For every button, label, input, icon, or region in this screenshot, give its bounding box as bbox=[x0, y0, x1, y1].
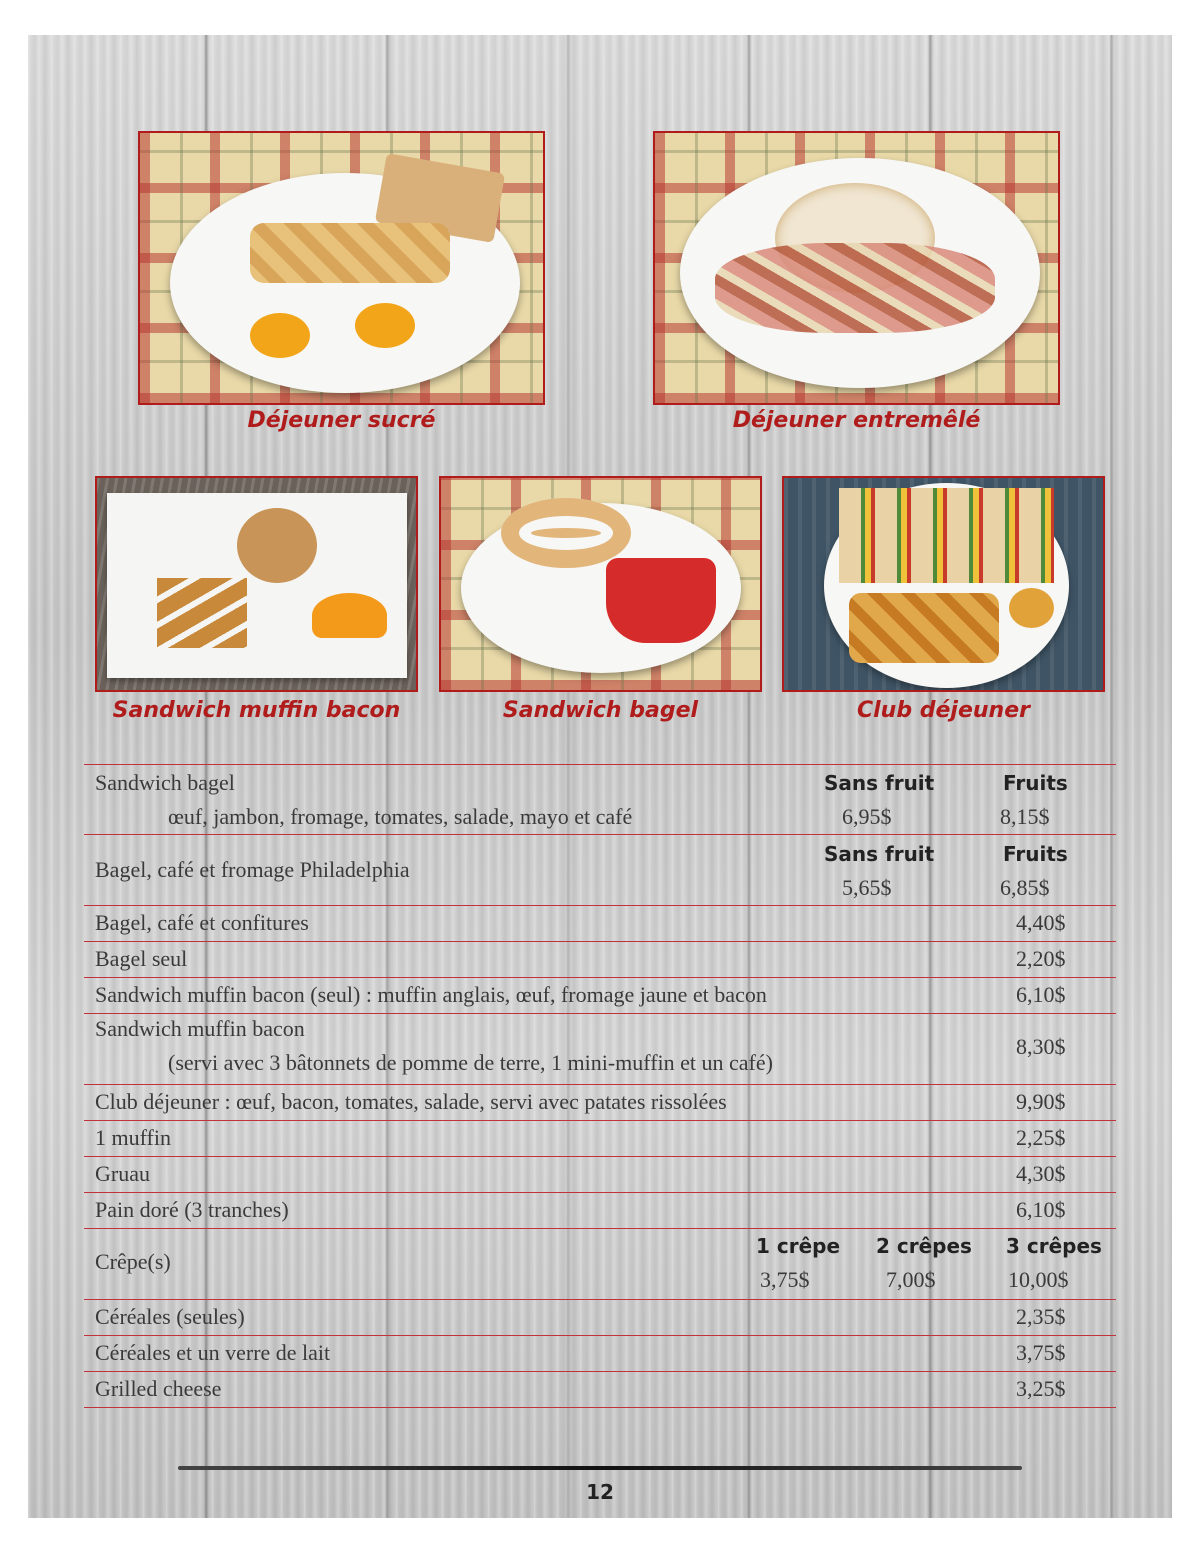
page-number: 12 bbox=[586, 1480, 614, 1504]
column-label: Fruits bbox=[1003, 842, 1068, 866]
item-price: 3,25$ bbox=[1016, 1376, 1066, 1401]
egg-yolk-icon bbox=[355, 303, 415, 348]
item-name: Sandwich muffin bacon (seul) : muffin anglais, œuf, fromage jaune et bacon bbox=[95, 982, 767, 1007]
photo-caption: Déjeuner entremêlé bbox=[732, 408, 981, 433]
potatoes-icon bbox=[250, 223, 450, 283]
menu-row bbox=[84, 978, 1116, 1014]
item-price: 8,15$ bbox=[1000, 804, 1050, 829]
column-label: 3 crêpes bbox=[1006, 1234, 1102, 1258]
column-label: 2 crêpes bbox=[876, 1234, 972, 1258]
photo-caption: Sandwich bagel bbox=[502, 698, 699, 723]
mixed-breakfast-photo bbox=[653, 131, 1060, 405]
item-name: 1 muffin bbox=[95, 1125, 171, 1150]
column-label: Sans fruit bbox=[824, 771, 935, 795]
item-name: Gruau bbox=[95, 1161, 150, 1186]
item-price: 2,20$ bbox=[1016, 946, 1066, 971]
item-name: Grilled cheese bbox=[95, 1376, 222, 1401]
item-price: 6,85$ bbox=[1000, 875, 1050, 900]
menu-row bbox=[84, 1085, 1116, 1121]
ham-icon bbox=[715, 243, 995, 333]
item-name: Club déjeuner : œuf, bacon, tomates, salade, servi avec patates rissolées bbox=[95, 1089, 727, 1114]
item-price: 4,40$ bbox=[1016, 910, 1066, 935]
item-price: 10,00$ bbox=[1008, 1267, 1069, 1292]
item-price: 9,90$ bbox=[1016, 1089, 1066, 1114]
item-price: 2,25$ bbox=[1016, 1125, 1066, 1150]
column-label: Sans fruit bbox=[824, 842, 935, 866]
muffin-icon bbox=[1009, 588, 1054, 628]
item-name: Pain doré (3 tranches) bbox=[95, 1197, 289, 1222]
menu-row bbox=[84, 1300, 1116, 1336]
item-price: 4,30$ bbox=[1016, 1161, 1066, 1186]
item-price: 2,35$ bbox=[1016, 1304, 1066, 1329]
item-name: Céréales (seules) bbox=[95, 1304, 245, 1329]
potatoes-icon bbox=[849, 593, 999, 663]
potato-sticks-icon bbox=[157, 578, 247, 648]
menu-row bbox=[84, 835, 1116, 906]
menu-row bbox=[84, 1014, 1116, 1085]
item-name: Sandwich bagel bbox=[95, 770, 235, 795]
item-name: Bagel, café et confitures bbox=[95, 910, 309, 935]
bagel-sandwich-photo bbox=[439, 476, 762, 692]
item-price: 6,95$ bbox=[842, 804, 892, 829]
menu-row bbox=[84, 1157, 1116, 1193]
item-description: (servi avec 3 bâtonnets de pomme de terre, 1 mini-muffin et un café) bbox=[168, 1050, 773, 1075]
menu-row bbox=[84, 1229, 1116, 1300]
item-price: 7,00$ bbox=[886, 1267, 936, 1292]
muffin-icon bbox=[237, 508, 317, 583]
fruit-cup-icon bbox=[606, 558, 716, 643]
breakfast-eggs-photo bbox=[138, 131, 545, 405]
column-label: Fruits bbox=[1003, 771, 1068, 795]
muffin-sandwich-photo bbox=[95, 476, 418, 692]
photo-caption: Club déjeuner bbox=[857, 698, 1030, 723]
item-name: Sandwich muffin bacon bbox=[95, 1016, 305, 1041]
item-price: 5,65$ bbox=[842, 875, 892, 900]
club-sandwich-photo bbox=[782, 476, 1105, 692]
menu-row bbox=[84, 1336, 1116, 1372]
item-description: œuf, jambon, fromage, tomates, salade, mayo et café bbox=[168, 804, 633, 829]
column-label: 1 crêpe bbox=[756, 1234, 841, 1258]
item-name: Crêpe(s) bbox=[95, 1249, 171, 1274]
item-price: 3,75$ bbox=[1016, 1340, 1066, 1365]
menu-row bbox=[84, 1372, 1116, 1408]
bagel-icon bbox=[501, 498, 631, 568]
item-price: 8,30$ bbox=[1016, 1034, 1066, 1059]
menu-row bbox=[84, 1193, 1116, 1229]
item-price: 3,75$ bbox=[760, 1267, 810, 1292]
menu-row bbox=[84, 906, 1116, 942]
egg-yolk-icon bbox=[250, 313, 310, 358]
menu-row bbox=[84, 764, 1116, 835]
item-price: 6,10$ bbox=[1016, 1197, 1066, 1222]
menu-row bbox=[84, 1121, 1116, 1157]
item-price: 6,10$ bbox=[1016, 982, 1066, 1007]
club-sandwich-icon bbox=[839, 488, 1054, 583]
photo-caption: Déjeuner sucré bbox=[247, 408, 436, 433]
footer-rule bbox=[178, 1466, 1022, 1470]
menu-row bbox=[84, 942, 1116, 978]
item-name: Céréales et un verre de lait bbox=[95, 1340, 331, 1365]
item-name: Bagel, café et fromage Philadelphia bbox=[95, 857, 410, 882]
item-name: Bagel seul bbox=[95, 946, 188, 971]
photo-caption: Sandwich muffin bacon bbox=[112, 698, 401, 723]
orange-icon bbox=[312, 593, 387, 638]
